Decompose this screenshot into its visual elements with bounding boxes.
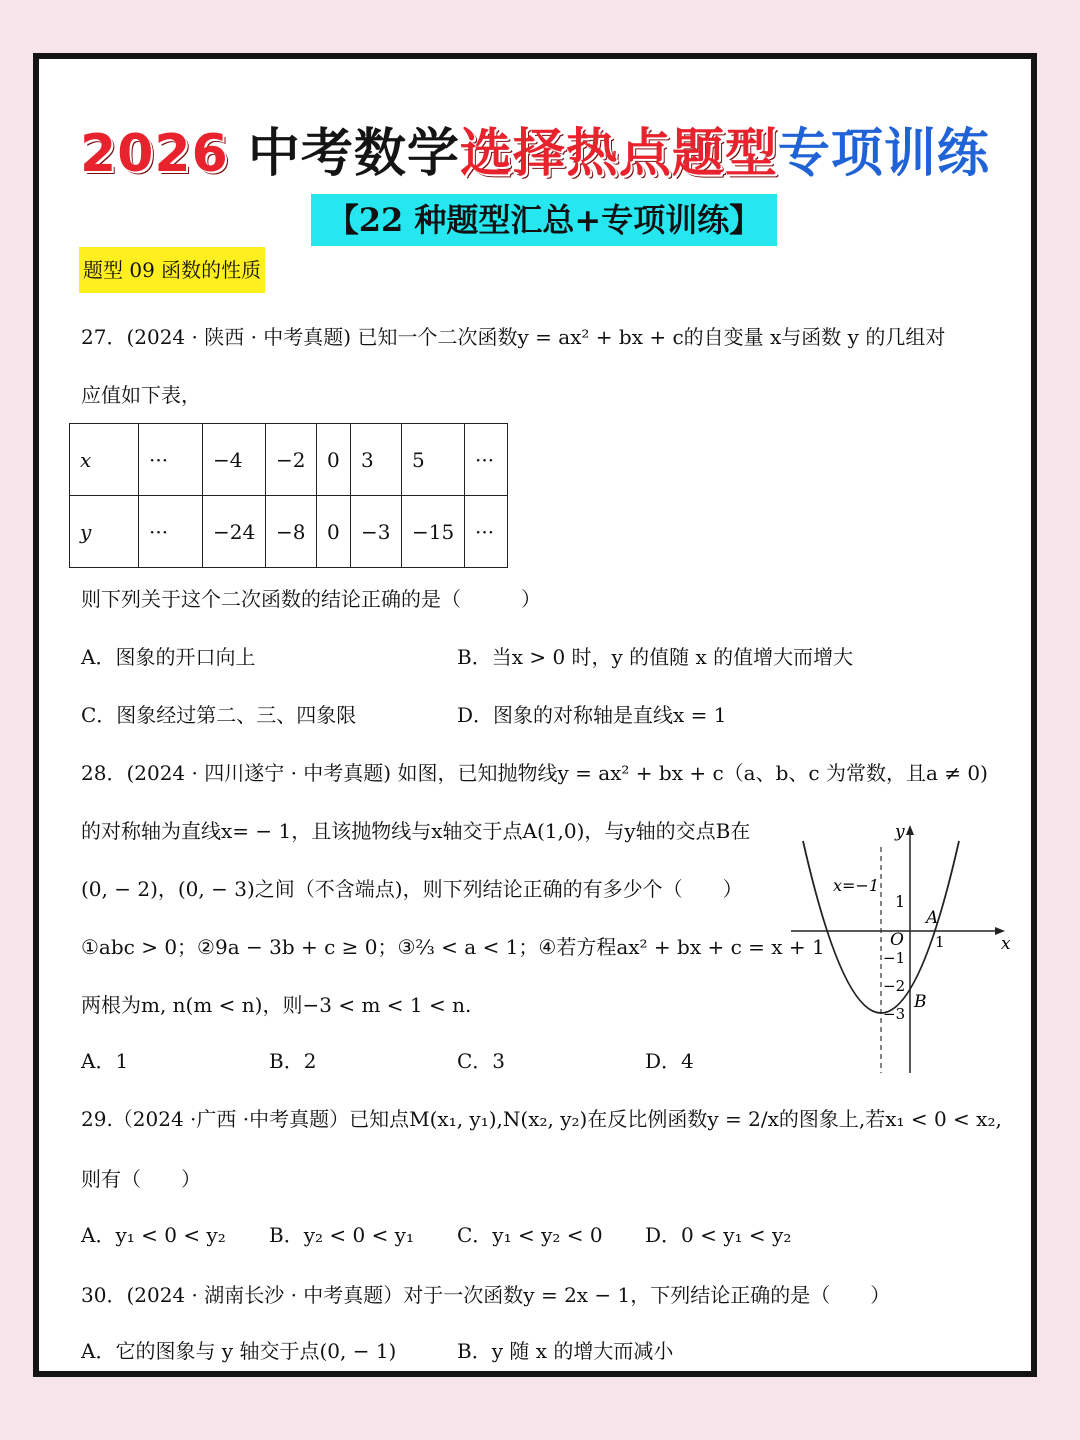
table-cell: ···	[465, 424, 508, 496]
tick-label: −2	[883, 977, 906, 995]
q30-line1: 30．(2024 · 湖南长沙 · 中考真题）对于一次函数y = 2x − 1，下列结论正确的是（ ）	[81, 1283, 891, 1307]
table-cell: 3	[351, 424, 402, 496]
q27-option-b: B．当x > 0 时，y 的值随 x 的值增大而增大	[457, 645, 854, 669]
q27-option-d: D．图象的对称轴是直线x = 1	[457, 703, 727, 727]
title-subject: 中考数学	[247, 124, 460, 184]
y-axis-arrow	[906, 825, 914, 835]
table-cell: −8	[266, 496, 317, 568]
q29-line2: 则有（ ）	[81, 1167, 201, 1191]
axis-y-label: y	[895, 822, 905, 842]
section-tag: 题型 09 函数的性质	[79, 247, 265, 293]
table-cell: −4	[203, 424, 266, 496]
page-title	[39, 111, 1031, 186]
q30-option-b: B．y 随 x 的增大而减小	[457, 1339, 674, 1363]
title-year: 2026	[80, 124, 248, 184]
title-training: 专项训练	[777, 124, 990, 184]
q27-option-c: C．图象经过第二、三、四象限	[81, 703, 357, 727]
q28-option-d: D．4	[645, 1049, 694, 1073]
tick-label: −3	[883, 1005, 906, 1023]
table-header-y: y	[70, 496, 139, 568]
q27-stem-line1: 27．(2024 · 陕西 · 中考真题) 已知一个二次函数y = ax² + bx + c的自变量 x与函数 y 的几组对	[81, 325, 946, 349]
q28-line4: ①abc > 0；②9a − 3b + c ≥ 0；③⅔ < a < 1；④若方程ax² + bx + c = x + 1	[81, 935, 825, 959]
table-cell: −15	[402, 496, 465, 568]
table-cell: −2	[266, 424, 317, 496]
table-header-x: x	[70, 424, 139, 496]
table-cell: ···	[139, 496, 203, 568]
q27-question: 则下列关于这个二次函数的结论正确的是（ ）	[81, 587, 541, 611]
q28-line3: (0, − 2)，(0, − 3)之间（不含端点)，则下列结论正确的有多少个（ ）	[81, 877, 743, 901]
q27-value-table	[69, 423, 508, 568]
point-a-label: A	[926, 908, 939, 928]
table-cell: ···	[139, 424, 203, 496]
title-topic: 选择热点题型	[459, 124, 778, 184]
q28-parabola-figure	[791, 819, 1013, 1077]
table-cell: ···	[465, 496, 508, 568]
origin-label: O	[890, 930, 904, 950]
tick-label: −1	[883, 949, 906, 967]
point-b-label: B	[914, 992, 927, 1012]
x-tick-label: 1	[935, 933, 945, 951]
q29-line1: 29.（2024 ·广西 ·中考真题）已知点M(x₁, y₁),N(x₂, y₂)在反比例函数y = 2/x的图象上,若x₁ < 0 < x₂,	[81, 1107, 1002, 1131]
q28-line1: 28．(2024 · 四川遂宁 · 中考真题) 如图，已知抛物线y = ax² + bx + c（a、b、c 为常数，且a ≠ 0)	[81, 761, 988, 785]
tick-label: 1	[895, 892, 906, 911]
table-row	[70, 424, 508, 496]
symmetry-label: x=−1	[833, 876, 880, 895]
q29-option-b: B．y₂ < 0 < y₁	[269, 1223, 414, 1247]
q28-line2: 的对称轴为直线x= − 1，且该抛物线与x轴交于点A(1,0)，与y轴的交点B在	[81, 819, 751, 843]
q29-option-c: C．y₁ < y₂ < 0	[457, 1223, 603, 1247]
table-cell: 5	[402, 424, 465, 496]
q29-option-d: D．0 < y₁ < y₂	[645, 1223, 792, 1247]
table-cell: −3	[351, 496, 402, 568]
subtitle-banner: 【22 种题型汇总+专项训练】	[311, 194, 777, 246]
table-cell: −24	[203, 496, 266, 568]
table-row	[70, 496, 508, 568]
q28-option-c: C．3	[457, 1049, 506, 1073]
q30-option-a: A．它的图象与 y 轴交于点(0, − 1)	[81, 1339, 397, 1363]
q28-option-b: B．2	[269, 1049, 317, 1073]
q27-option-a: A．图象的开口向上	[81, 645, 256, 669]
worksheet-page	[33, 53, 1037, 1377]
q28-line5: 两根为m, n(m < n)，则−3 < m < 1 < n.	[81, 993, 472, 1017]
q27-stem-line2: 应值如下表，	[81, 383, 201, 407]
table-cell: 0	[317, 496, 351, 568]
table-cell: 0	[317, 424, 351, 496]
q28-option-a: A．1	[81, 1049, 129, 1073]
axis-x-label: x	[1001, 934, 1011, 954]
q29-option-a: A．y₁ < 0 < y₂	[81, 1223, 226, 1247]
